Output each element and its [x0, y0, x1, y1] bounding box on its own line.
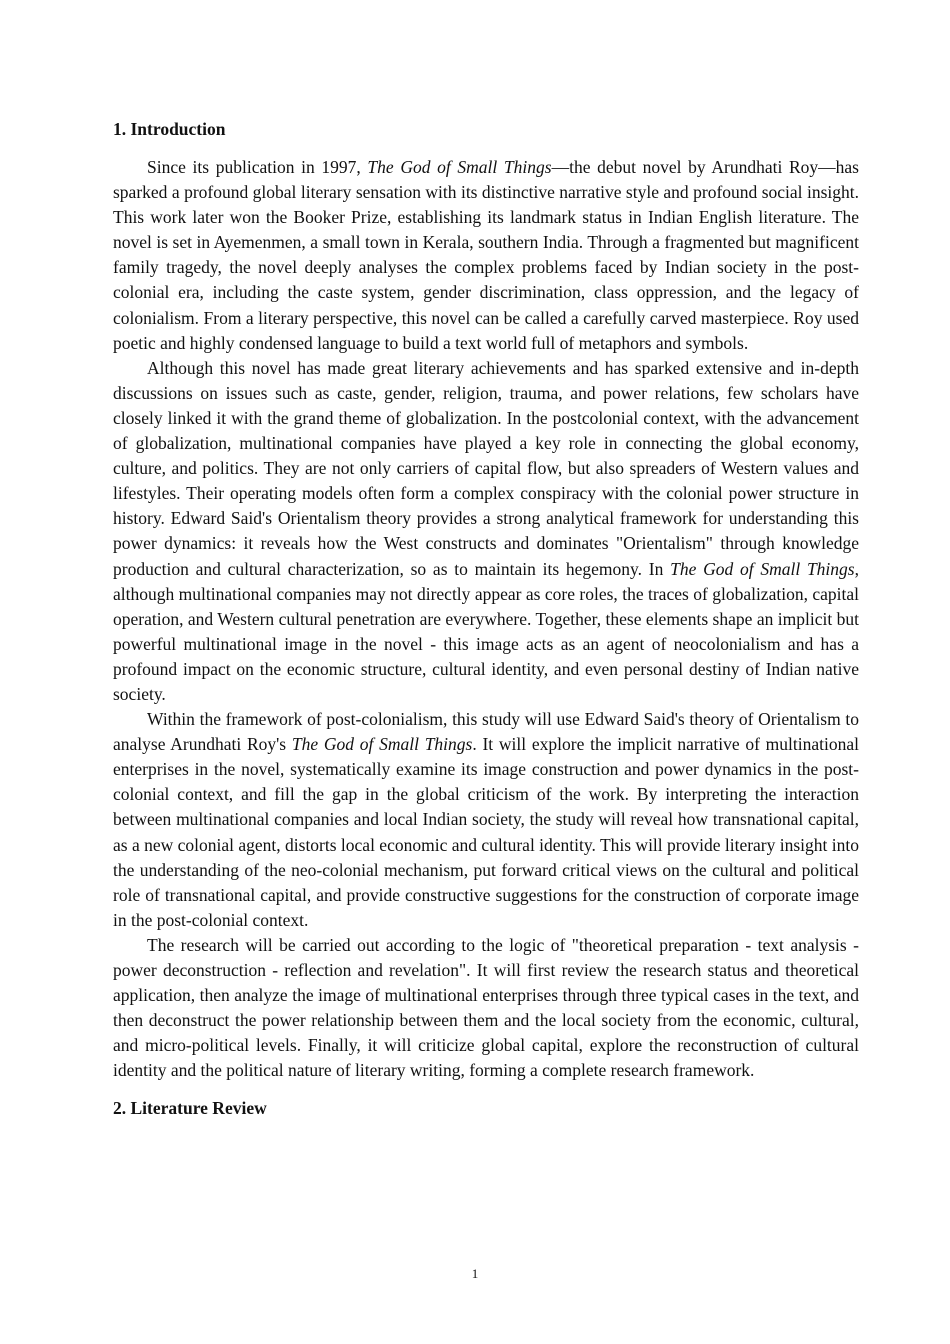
paragraph-intro-3 [113, 707, 859, 933]
paragraph-intro-1 [113, 155, 859, 356]
paragraph-text: Although this novel has made great literary achievements and has sparked extensive and in-depth discussions on issues such as caste, gender, religion, trauma, and power relations, few scholars have closely linked it with the grand theme of globalization. In the postcolonial context, with the advancement of globalization, multinational companies have played a key role in connecting the global economy, culture, and politics. They are not only carriers of capital flow, but also spreaders of Western values and lifestyles. Their operating models often form a complex conspiracy with the colonial power structure in history. Edward Said's Orientalism theory provides a strong analytical framework for understanding this power dynamics: it reveals how the West constructs and dominates "Orientalism" through knowledge production and cultural characterization, so as to maintain its hegemony. In [113, 357, 859, 579]
document-page [113, 117, 859, 1120]
paragraph-text: , although multinational companies may not directly appear as core roles, the traces of globalization, capital operation, and Western cultural penetration are everywhere. Together, these elements shape an implicit but powerful multinational image in the novel - this image acts as an agent of neocolonialism and has a profound impact on the economic structure, cultural identity, and even personal destiny of Indian native society. [113, 558, 859, 704]
book-title: The God of Small Things [367, 157, 552, 177]
book-title: The God of Small Things [670, 558, 855, 579]
page-number: 1 [471, 1266, 479, 1281]
section-heading-introduction: 1. Introduction [113, 119, 226, 139]
paragraph-intro-2 [113, 356, 859, 707]
section-heading-literature-review: 2. Literature Review [113, 1098, 267, 1119]
paragraph-text: . It will explore the implicit narrative of multinational enterprises in the novel, systematically examine its image construction and power dynamics in the post-colonial context, and fill the gap in the global criticism of the work. By interpreting the interaction between multinational companies and local Indian society, the study will reveal how transnational capital, as a new colonial agent, distorts local economic and cultural identity. This will provide literary insight into the understanding of the neo-colonial mechanism, put forward critical views on the cultural and political role of transnational capital, and provide constructive suggestions for the construction of corporate image in the post-colonial context. [113, 734, 860, 930]
paragraph-text: Within the framework of post-colonialism, this study will use Edward Said's theory of Orientalism to analyse Arundhati Roy's [113, 709, 859, 755]
paragraph-text: Since its publication in 1997, [147, 157, 368, 177]
book-title: The God of Small Things [291, 734, 473, 755]
paragraph-text: —the debut novel by Arundhati Roy—has sparked a profound global literary sensation with its distinctive narrative style and profound social insight. This work later won the Booker Prize, establishing its landmark status in Indian English literature. The novel is set in Ayemenmen, a small town in Kerala, southern India. Through a fragmented but magnificent family tragedy, the novel deeply analyses the complex problems faced by Indian society in the post-colonial era, including the caste system, gender discrimination, class oppression, and the legacy of colonialism. From a literary perspective, this novel can be called a carefully carved masterpiece. Roy used poetic and highly condensed language to build a text world full of metaphors and symbols. [113, 157, 859, 353]
paragraph-intro-4: The research will be carried out according to the logic of "theoretical preparation - text analysis - power deconstruction - reflection and revelation". It will first review the research status and theoretical application, then analyze the image of multinational enterprises through three typical cases in the text, and then deconstruct the power relationship between them and the local society from the economic, cultural, and micro-political levels. Finally, it will criticize global capital, explore the reconstruction of cultural identity and the political nature of literary writing, forming a complete research framework. [113, 934, 859, 1081]
